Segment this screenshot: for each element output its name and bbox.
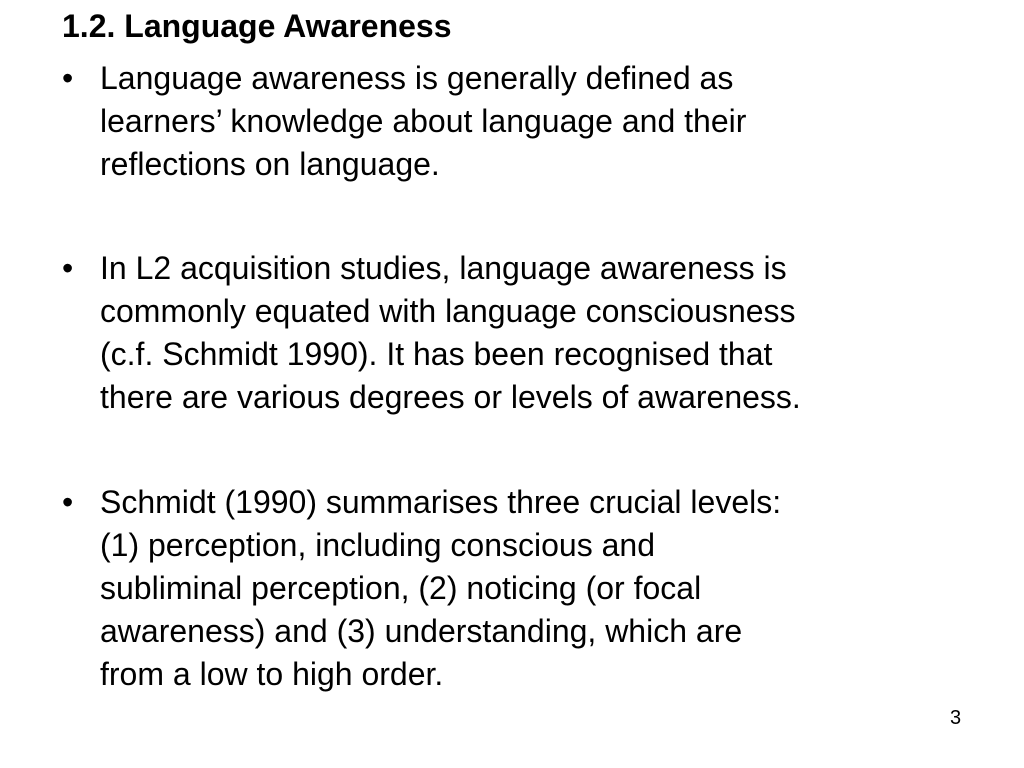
bullet-marker: •: [62, 484, 74, 520]
slide-title: 1.2. Language Awareness: [62, 8, 452, 44]
text-line: commonly equated with language consciousness: [100, 293, 796, 329]
bullet-marker: •: [62, 60, 74, 96]
bullet-text: [100, 481, 781, 696]
text-line: (c.f. Schmidt 1990). It has been recognised that: [100, 336, 773, 372]
text-line: awareness) and (3) understanding, which are: [100, 613, 743, 649]
text-line: there are various degrees or levels of awareness.: [100, 379, 801, 415]
text-line: subliminal perception, (2) noticing (or focal: [100, 570, 702, 606]
bullet-text: [100, 57, 746, 186]
text-line: learners’ knowledge about language and their: [100, 103, 747, 139]
text-line: reflections on language.: [100, 146, 440, 182]
bullet-marker: •: [62, 250, 74, 286]
text-line: from a low to high order.: [100, 656, 444, 692]
page-number: 3: [950, 707, 962, 729]
text-line: (1) perception, including conscious and: [100, 527, 655, 563]
text-line: In L2 acquisition studies, language awareness is: [100, 250, 787, 286]
bullet-text: [100, 247, 801, 419]
text-line: Language awareness is generally defined as: [100, 60, 734, 96]
text-line: Schmidt (1990) summarises three crucial levels:: [100, 484, 782, 520]
